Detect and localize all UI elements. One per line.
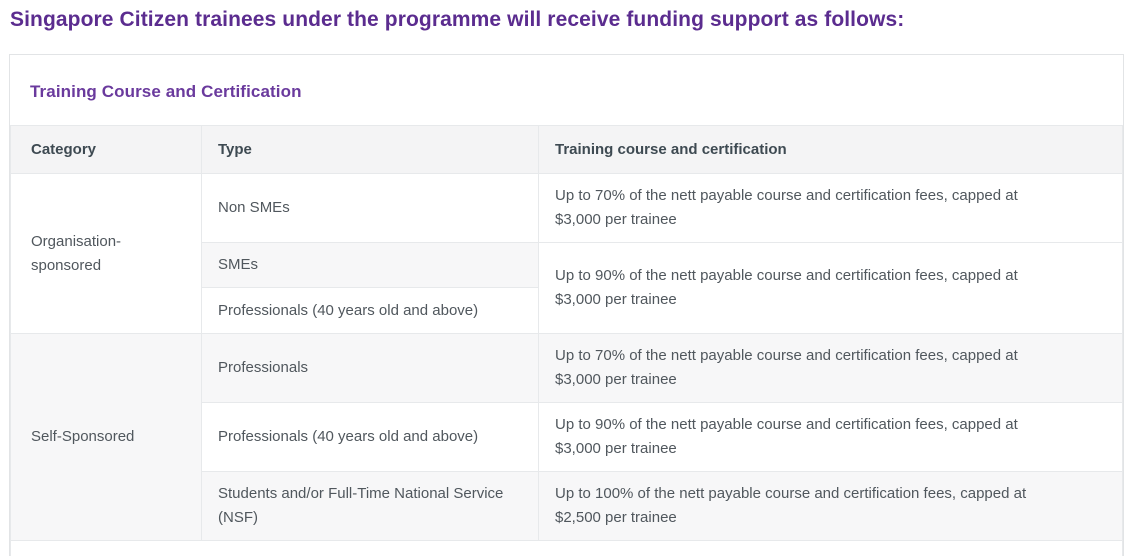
support-cell: Up to 70% of the nett payable course and certification fees, capped at $3,000 per trainee [539, 334, 1123, 403]
column-header-type: Type [202, 126, 539, 174]
funding-panel [9, 54, 1124, 556]
type-cell: Professionals (40 years old and above) [202, 288, 539, 334]
type-cell: SMEs [202, 243, 539, 288]
table-header-row [11, 126, 1123, 174]
table-row [11, 174, 1123, 243]
category-cell: Self-Sponsored [11, 334, 202, 541]
type-cell: Students and/or Full-Time National Service (NSF) [202, 472, 539, 541]
partial-next-row-cell [11, 541, 1123, 556]
funding-table [10, 125, 1123, 556]
support-cell: Up to 90% of the nett payable course and certification fees, capped at $3,000 per trainee [539, 403, 1123, 472]
page-heading: Singapore Citizen trainees under the programme will receive funding support as follows: [10, 8, 905, 31]
column-header-category: Category [11, 126, 202, 174]
type-cell: Professionals [202, 334, 539, 403]
support-cell: Up to 100% of the nett payable course and certification fees, capped at $2,500 per trainee [539, 472, 1123, 541]
panel-title: Training Course and Certification [30, 82, 302, 101]
support-cell: Up to 70% of the nett payable course and certification fees, capped at $3,000 per trainee [539, 174, 1123, 243]
column-header-support: Training course and certification [539, 126, 1123, 174]
support-cell: Up to 90% of the nett payable course and certification fees, capped at $3,000 per trainee [539, 243, 1123, 334]
type-cell: Professionals (40 years old and above) [202, 403, 539, 472]
type-cell: Non SMEs [202, 174, 539, 243]
table-row [11, 334, 1123, 403]
partial-next-row [11, 541, 1123, 556]
category-cell: Organisation-sponsored [11, 174, 202, 334]
